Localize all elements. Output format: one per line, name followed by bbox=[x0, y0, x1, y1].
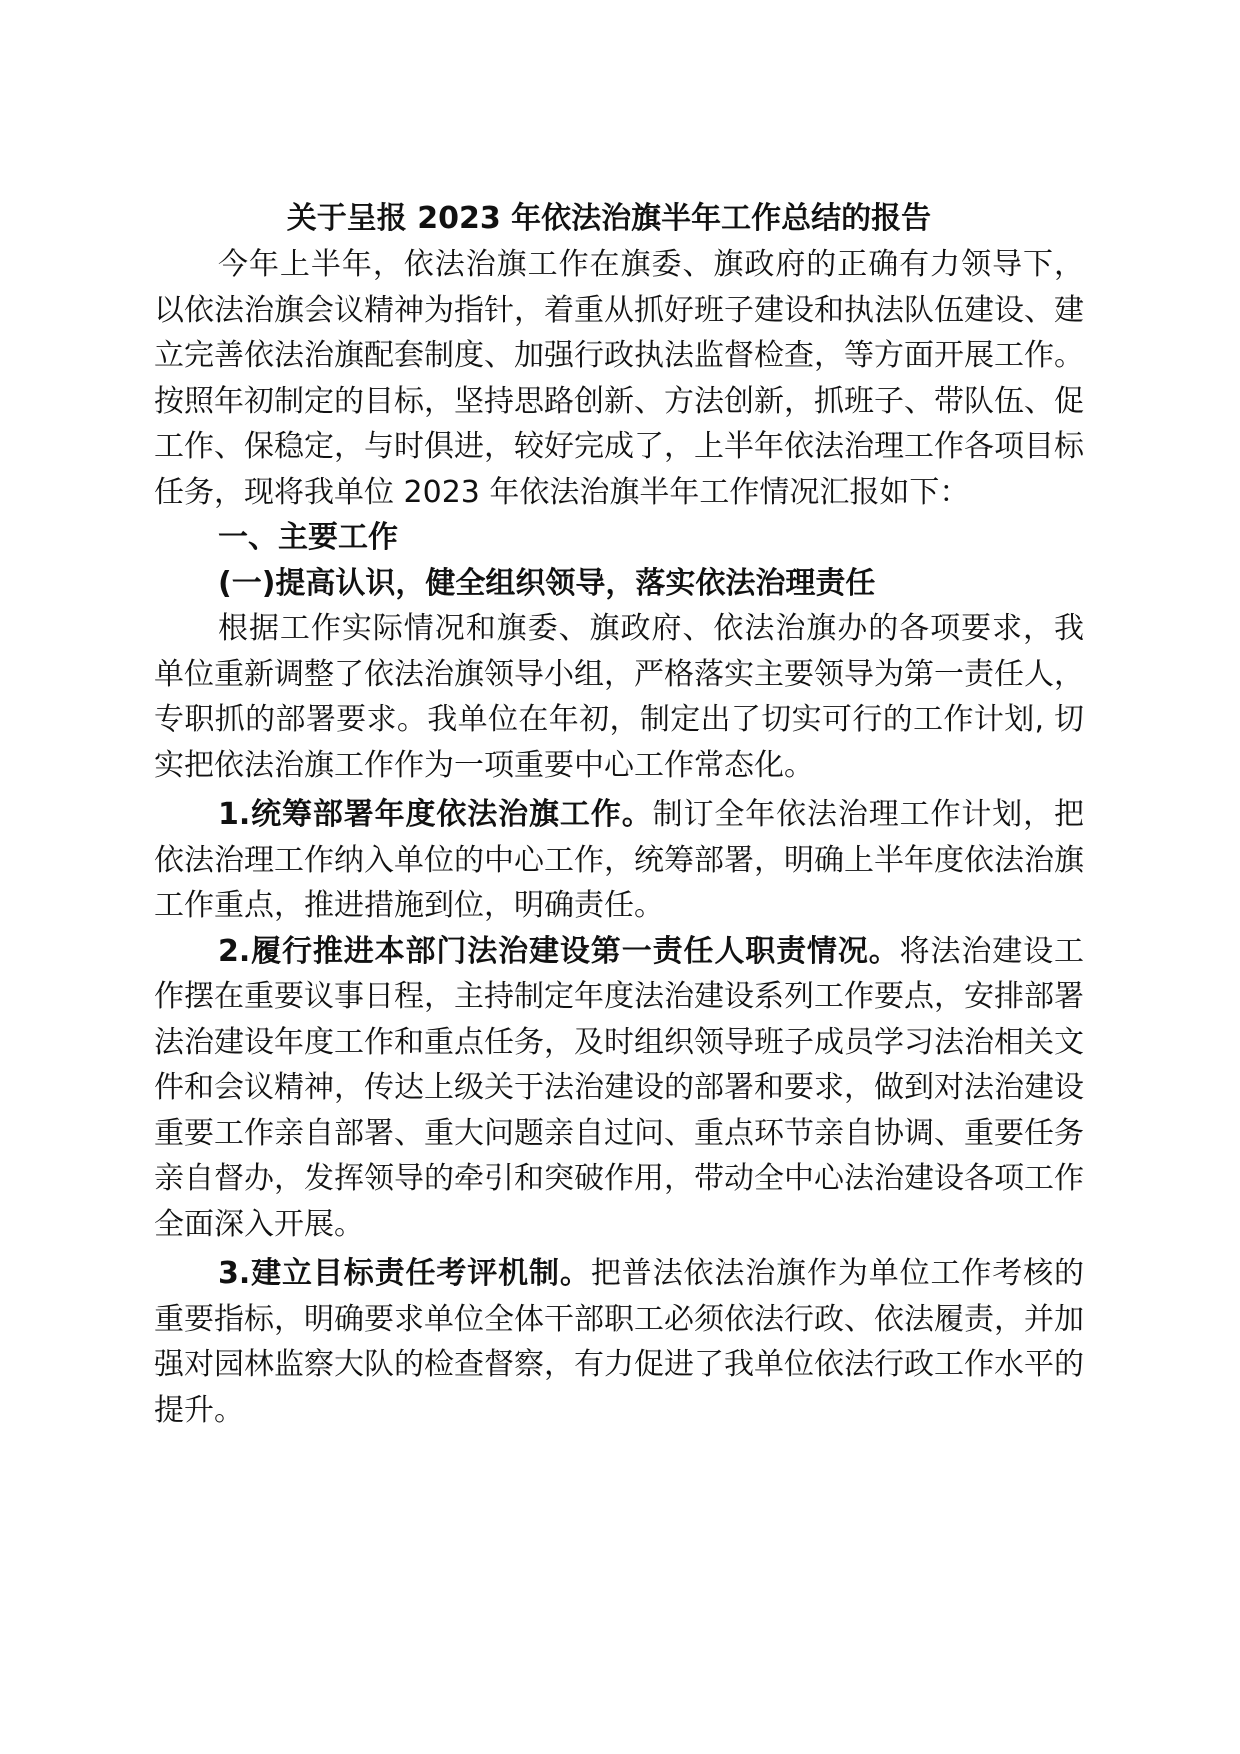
item-1-lead: 1.统筹部署年度依法治旗工作。 bbox=[218, 797, 653, 832]
section-heading-main-work: 一、主要工作 bbox=[218, 520, 398, 555]
subsection-1-paragraph: 根据工作实际情况和旗委、旗政府、依法治旗办的各项要求，我单位重新调整了依法治旗领导小组，严格落实主要领导为第一责任人，专职抓的部署要求。我单位在年初，制定出了切实可行的工作计划, 切实把依法治旗工作作为一项重要中心工作常态化。 bbox=[154, 611, 1084, 783]
subsection-heading-1: (一)提高认识，健全组织领导，落实依法治理责任 bbox=[218, 565, 876, 601]
item-2-body: 将法治建设工作摆在重要议事日程，主持制定年度法治建设系列工作要点，安排部署法治建设年度工作和重点任务，及时组织领导班子成员学习法治相关文件和会议精神，传达上级关于法治建设的部署和要求，做到对法治建设重要工作亲自部署、重大问题亲自过问、重点环节亲自协调、重要任务亲自督办，发挥领导的牵引和突破作用，带动全中心法治建设各项工作全面深入开展。 bbox=[154, 933, 1085, 1242]
item-2-paragraph bbox=[154, 929, 1084, 1248]
document-title: 关于呈报 2023 年依法治旗半年工作总结的报告 bbox=[286, 201, 932, 236]
item-1-body: 制订全年依法治理工作计划，把依法治理工作纳入单位的中心工作，统筹部署，明确上半年度依法治旗工作重点，推进措施到位，明确责任。 bbox=[154, 797, 1084, 923]
item-3-lead: 3.建立目标责任考评机制。 bbox=[218, 1256, 591, 1291]
document-page bbox=[154, 196, 1084, 1433]
item-3-body: 把普法依法治旗作为单位工作考核的重要指标，明确要求单位全体干部职工必须依法行政、依法履责，并加强对园林监察大队的检查督察，有力促进了我单位依法行政工作水平的提升。 bbox=[154, 1256, 1084, 1428]
item-2-lead: 2.履行推进本部门法治建设第一责任人职责情况。 bbox=[218, 933, 900, 969]
item-1-paragraph bbox=[154, 792, 1084, 929]
intro-paragraph: 今年上半年，依法治旗工作在旗委、旗政府的正确有力领导下，以依法治旗会议精神为指针，着重从抓好班子建设和执法队伍建设、建立完善依法治旗配套制度、加强行政执法监督检查，等方面开展工作。按照年初制定的目标，坚持思路创新、方法创新，抓班子、带队伍、促工作、保稳定，与时俱进，较好完成了，上半年依法治理工作各项目标任务，现将我单位 2023 年依法治旗半年工作情况汇报如下： bbox=[154, 247, 1084, 510]
item-3-paragraph bbox=[154, 1251, 1084, 1433]
